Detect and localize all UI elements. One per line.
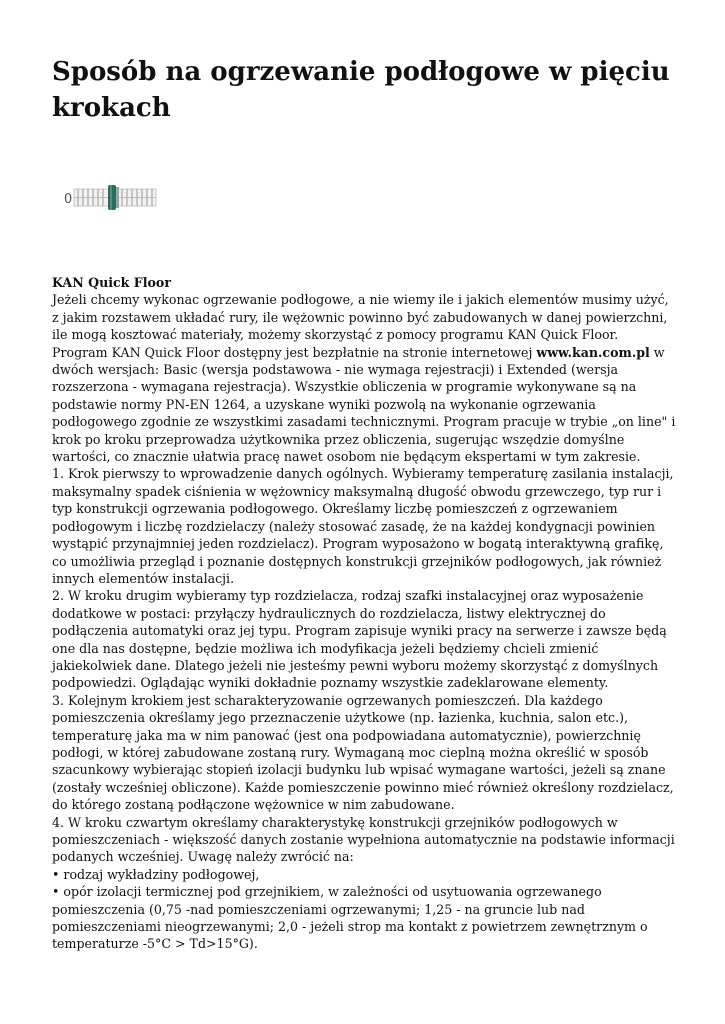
step-2: 2. W kroku drugim wybieramy typ rozdzielacza, rodzaj szafki instalacyjnej oraz wyposażenie dodatkowe w postaci: przyłączy hydraulicznych do rozdzielacza, listwy elektrycznej do podłączenia automatyki oraz jej typu. Program zapisuje wyniki pracy na serwerze i zawsze będą one dla nas dostępne, będzie możliwa ich modyfikacja jeżeli będziemy chcieli zmienić jakiekolwiek dane. Dlatego jeżeli nie jesteśmy pewni wyboru możemy skorzystąć z domyślnych podpowiedzi. Oglądając wyniki dokładnie poznamy wszystkie zadeklarowane elementy. bbox=[52, 588, 667, 691]
bullet-item: • opór izolacji termicznej pod grzejnikiem, w zależności od usytuowania ogrzewanego pomieszczenia (0,75 -nad pomieszczeniami ogrzewanymi; 1,25 - na gruncie lub nad pomieszczeniami nieogrzewanymi; 2,0 - jeżeli strop ma kontakt z powietrzem zewnętrznym o temperaturze -5°C > Td>15°G). bbox=[52, 884, 648, 952]
program-paragraph bbox=[52, 344, 677, 466]
step-4: 4. W kroku czwartym określamy charakterystykę konstrukcji grzejników podłogowych w pomieszczeniach - większość danych zostanie wypełniona automatycznie na podstawie informacji podanych wcześniej. Uwagę należy zwrócić na: bbox=[52, 814, 675, 865]
section-heading: KAN Quick Floor bbox=[52, 275, 171, 290]
floor-heating-thumbnail-image bbox=[64, 180, 158, 214]
program-text-after: w dwóch wersjach: Basic (wersja podstawowa - nie wymaga rejestracji) i Extended (wersja rozszerzona - wymagana rejestracja). Wszystkie obliczenia w programie wykonywane są na podstawie normy PN-EN 1264, a uzyskane wyniki pozwolą na wykonanie ogrzewania podłogowego zgodnie ze wszystkimi zasadami technicznymi. Program pracuje w trybie „on line" i krok po kroku przeprowadza użytkownika przez obliczenia, sugerując wszędzie domyślne wartości, co znacznie ułatwia pracę nawet osobom nie będącym ekspertami w tym zakresie. bbox=[52, 344, 676, 465]
bullet-item: • rodzaj wykładziny podłogowej, bbox=[52, 866, 260, 882]
intro-paragraph: Jeżeli chcemy wykonac ogrzewanie podłogowe, a nie wiemy ile i jakich elementów musimy użyć, z jakim rozstawem układać rury, ile wężownic powinno być zabudowanych w danej powierzchni, ile mogą kosztować materiały, możemy skorzystąć z pomocy programu KAN Quick Floor. bbox=[52, 292, 669, 343]
program-text-before: Program KAN Quick Floor dostępny jest bezpłatnie na stronie internetowej bbox=[52, 344, 537, 360]
step-3: 3. Kolejnym krokiem jest scharakteryzowanie ogrzewanych pomieszczeń. Dla każdego pomieszczenia określamy jego przeznaczenie użytkowe (np. łazienka, kuchnia, salon etc.), temperaturę jaka ma w nim panować (jest ona podpowiadana automatycznie), powierzchnię podłogi, w której zabudowane zostaną rury. Wymaganą moc cieplną można określić w sposób szacunkowy wybierając stopień izolacji budynku lub wpisać wymagane wartości, jeżeli są znane (zostały wcześniej obliczone). Każde pomieszczenie powinno mieć również określony rozdzielacz, do którego zostaną podłączone wężownice w nim zabudowane. bbox=[52, 692, 674, 813]
floor-heating-pipe-icon bbox=[64, 180, 158, 214]
page-title: Sposób na ogrzewanie podłogowe w pięciu krokach bbox=[52, 57, 670, 123]
thumbnail-label: 0 bbox=[64, 192, 73, 207]
website-link: www.kan.com.pl bbox=[536, 344, 650, 360]
document-page bbox=[52, 54, 677, 953]
step-1: 1. Krok pierwszy to wprowadzenie danych ogólnych. Wybieramy temperaturę zasilania instalacji, maksymalny spadek ciśnienia w wężownicy maksymalną długość obwodu grzewczego, typ rur i typ konstrukcji ogrzewania podłogowego. Określamy liczbę pomieszczeń z ogrzewaniem podłogowym i liczbę rozdzielaczy (należy stosować zasadę, że na każdej kondygnacji powinien wystąpić przynajmniej jeden rozdzielacz). Program wyposażono w bogatą interaktywną grafikę, co umożliwia przegląd i poznanie dostępnych konstrukcji grzejników podłogowych, jak również innych elementów instalacji. bbox=[52, 466, 674, 586]
article-body bbox=[52, 274, 677, 953]
